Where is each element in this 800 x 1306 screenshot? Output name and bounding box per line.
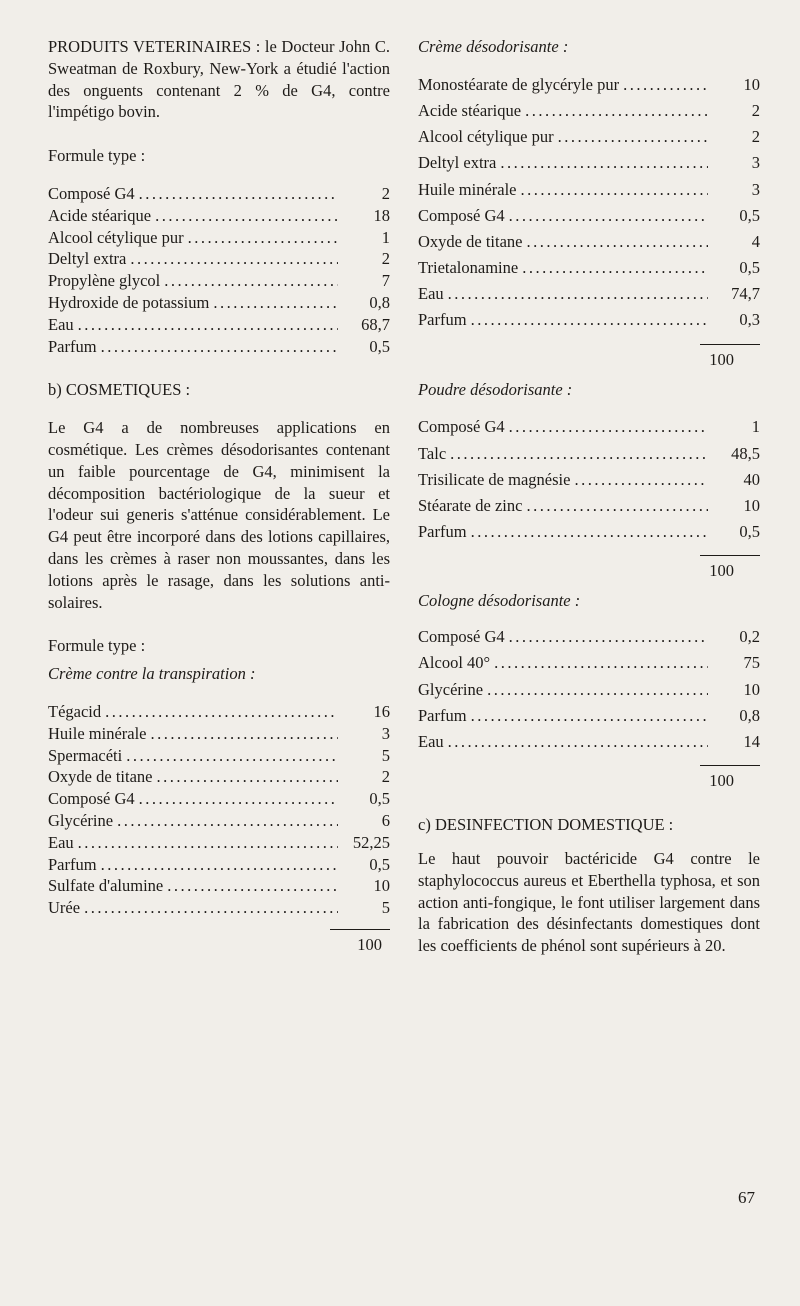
leader-dots [101,854,338,876]
ingredient-row [418,72,760,98]
ingredient-value: 10 [373,876,390,896]
leader-dots [526,493,708,519]
ingredient-row [418,650,760,676]
ingredient-name: Deltyl extra [48,249,127,269]
ingredient-row [48,897,390,919]
ingredient-name: Parfum [418,310,467,330]
leader-dots [623,72,708,98]
ingredient-row [418,703,760,729]
ingredient-name: Composé G4 [48,789,135,809]
creme-transpiration-title: Crème contre la transpiration : [48,664,256,684]
ingredient-name: Alcool cétylique pur [418,127,554,147]
ingredient-row [48,875,390,897]
ingredient-name: Oxyde de titane [48,767,153,787]
leader-dots [130,248,338,270]
ingredient-value: 48,5 [731,443,760,463]
ingredient-row [418,307,760,333]
ingredient-name: Eau [48,314,74,334]
ingredient-row [48,766,390,788]
creme-deso-title: Crème désodorisante : [418,37,569,56]
ingredient-name: Glycérine [48,810,114,830]
ingredient-row [48,336,390,358]
ingredient-value: 6 [381,810,390,830]
ingredient-value: 0,5 [369,789,390,809]
ingredient-name: Eau [418,731,444,751]
ingredient-name: Trisilicate de magnésie [418,469,571,489]
ingredient-value: 3 [381,723,390,743]
ingredient-row [48,183,390,205]
leader-dots [101,336,338,358]
ingredient-value: 2 [381,767,390,787]
ingredient-value: 0,2 [739,627,760,647]
ingredient-row [418,677,760,703]
leader-dots [487,677,708,703]
poudre-total: 100 [709,561,734,581]
left-column [48,36,390,960]
ingredient-name: Spermacéti [48,745,123,765]
leader-dots [574,467,708,493]
ingredient-value: 2 [751,100,760,120]
ingredient-value: 10 [743,74,760,94]
ingredient-value: 3 [751,179,760,199]
leader-dots [558,124,708,150]
ingredient-value: 3 [751,153,760,173]
poudre-title: Poudre désodorisante : [418,379,573,399]
ingredient-row [418,281,760,307]
leader-dots [213,292,338,314]
ingredient-name: Composé G4 [418,627,505,647]
ingredient-value: 40 [743,469,760,489]
ingredient-name: Monostéarate de glycéryle pur [418,74,620,94]
ingredient-name: Glycérine [418,679,484,699]
ingredient-value: 0,5 [369,854,390,874]
ingredient-name: Composé G4 [48,183,135,203]
leader-dots [450,441,708,467]
ingredient-name: Trietalonamine [418,258,519,278]
leader-dots [139,183,338,205]
ingredient-row [48,832,390,854]
ingredient-row [418,255,760,281]
leader-dots [500,150,708,176]
ingredient-value: 2 [381,249,390,269]
ingredient-row [48,745,390,767]
ingredient-value: 2 [751,127,760,147]
ingredient-value: 0,5 [369,336,390,356]
leader-dots [521,177,708,203]
right-column [418,36,760,957]
poudre-list [418,414,760,545]
leader-dots [151,723,338,745]
leader-dots [471,703,708,729]
ingredient-name: Eau [418,284,444,304]
leader-dots [494,650,708,676]
ingredient-row [418,467,760,493]
ingredient-row [48,248,390,270]
formule-type-label: Formule type : [48,146,146,166]
leader-dots [117,810,338,832]
ingredient-name: Parfum [418,522,467,542]
ingredient-name: Acide stéarique [418,100,522,120]
creme-deso-list [418,72,760,334]
creme-transpiration-total: 100 [357,934,382,954]
ingredient-row [418,150,760,176]
ingredient-name: Huile minérale [418,179,517,199]
ingredient-value: 14 [743,731,760,751]
ingredient-value: 5 [381,745,390,765]
leader-dots [471,519,708,545]
creme-transpiration-list [48,701,390,919]
ingredient-row [418,414,760,440]
leader-dots [509,624,708,650]
leader-dots [525,98,708,124]
ingredient-name: Talc [418,443,447,463]
ingredient-value: 0,3 [739,310,760,330]
leader-dots [526,229,708,255]
leader-dots [156,766,338,788]
ingredient-row [418,177,760,203]
ingredient-value: 5 [381,898,390,918]
leader-dots [164,270,338,292]
ingredient-value: 68,7 [361,314,390,334]
ingredient-value: 0,5 [739,205,760,225]
ingredient-name: Alcool cétylique pur [48,227,184,247]
desinfection-paragraph: Le haut pouvoir bactéricide G4 contre le staphylococcus aureus et Eberthella typhosa, et son action anti-fongique, le font utiliser largement dans la fabrication des désinfectants domestiques dont les coefficients de phénol sont supérieurs à 20. [418,848,760,956]
leader-dots [448,729,708,755]
cosmetiques-heading: b) COSMETIQUES : [48,380,191,400]
ingredient-name: Sulfate d'alumine [48,876,164,896]
cologne-list [418,624,760,755]
ingredient-name: Composé G4 [418,205,505,225]
ingredient-row [418,519,760,545]
ingredient-value: 1 [751,417,760,437]
intro-paragraph: PRODUITS VETERINAIRES : le Docteur John C. Sweatman de Roxbury, New-York a étudié l'action des onguents contenant 2 % de G4, contre l'impétigo bovin. [48,37,390,122]
ingredient-row [48,227,390,249]
ingredient-row [48,270,390,292]
ingredient-name: Eau [48,832,74,852]
ingredient-row [48,723,390,745]
leader-dots [509,414,708,440]
ingredient-row [418,203,760,229]
ingredient-name: Parfum [48,854,97,874]
ingredient-name: Propylène glycol [48,271,161,291]
leader-dots [139,788,338,810]
leader-dots [78,832,338,854]
ingredient-row [418,98,760,124]
ingredient-name: Huile minérale [48,723,147,743]
leader-dots [448,281,708,307]
ingredient-name: Oxyde de titane [418,231,523,251]
leader-dots [78,314,338,336]
cosmetiques-paragraph: Le G4 a de nombreuses applications en cosmétique. Les crèmes désodorisantes contenant un faible pourcentage de G4, minimisent la décomposition bactériologique de la sueur et l'odeur sui generis s'atténue considérablement. Le G4 peut être incorporé dans des lotions capillaires, dans les crèmes à raser non moussantes, dans les lotions après le rasage, dans les solutions anti-solaires. [48,418,390,612]
ingredient-name: Parfum [418,705,467,725]
ingredient-row [418,124,760,150]
leader-dots [188,227,338,249]
ingredient-value: 0,8 [369,292,390,312]
ingredient-row [48,701,390,723]
ingredient-row [418,493,760,519]
ingredient-row [48,810,390,832]
formule-type-label-2: Formule type : [48,636,146,656]
ingredient-value: 10 [743,679,760,699]
ingredient-value: 74,7 [731,284,760,304]
ingredient-value: 2 [381,183,390,203]
ingredient-row [418,229,760,255]
ingredient-name: Alcool 40° [418,653,491,673]
leader-dots [167,875,338,897]
ingredient-value: 0,5 [739,522,760,542]
desinfection-heading: c) DESINFECTION DOMESTIQUE : [418,815,674,835]
cologne-total: 100 [709,771,734,791]
ingredient-name: Deltyl extra [418,153,497,173]
cologne-title: Cologne désodorisante : [418,591,581,611]
ingredient-row [48,854,390,876]
ingredient-row [48,205,390,227]
ingredient-name: Urée [48,898,81,918]
ingredient-value: 75 [743,653,760,673]
ingredient-row [48,314,390,336]
ingredient-name: Acide stéarique [48,205,152,225]
leader-dots [509,203,708,229]
leader-dots [105,701,338,723]
ingredient-value: 10 [743,496,760,516]
ingredient-row [48,292,390,314]
ingredient-row [418,624,760,650]
ingredient-row [418,441,760,467]
formule-veterinaire-list [48,183,390,357]
ingredient-name: Tégacid [48,701,102,721]
ingredient-name: Composé G4 [418,417,505,437]
ingredient-value: 52,25 [352,832,390,852]
page-number: 67 [738,1188,755,1207]
leader-dots [155,205,338,227]
leader-dots [471,307,708,333]
ingredient-value: 16 [373,701,390,721]
ingredient-value: 0,5 [739,258,760,278]
ingredient-name: Hydroxide de potassium [48,292,210,312]
leader-dots [84,897,338,919]
ingredient-value: 4 [751,231,760,251]
ingredient-value: 7 [381,271,390,291]
creme-deso-total: 100 [709,349,734,369]
leader-dots [126,745,338,767]
ingredient-row [48,788,390,810]
ingredient-value: 1 [381,227,390,247]
ingredient-value: 18 [373,205,390,225]
ingredient-row [418,729,760,755]
ingredient-name: Parfum [48,336,97,356]
ingredient-name: Stéarate de zinc [418,496,523,516]
leader-dots [522,255,708,281]
ingredient-value: 0,8 [739,705,760,725]
